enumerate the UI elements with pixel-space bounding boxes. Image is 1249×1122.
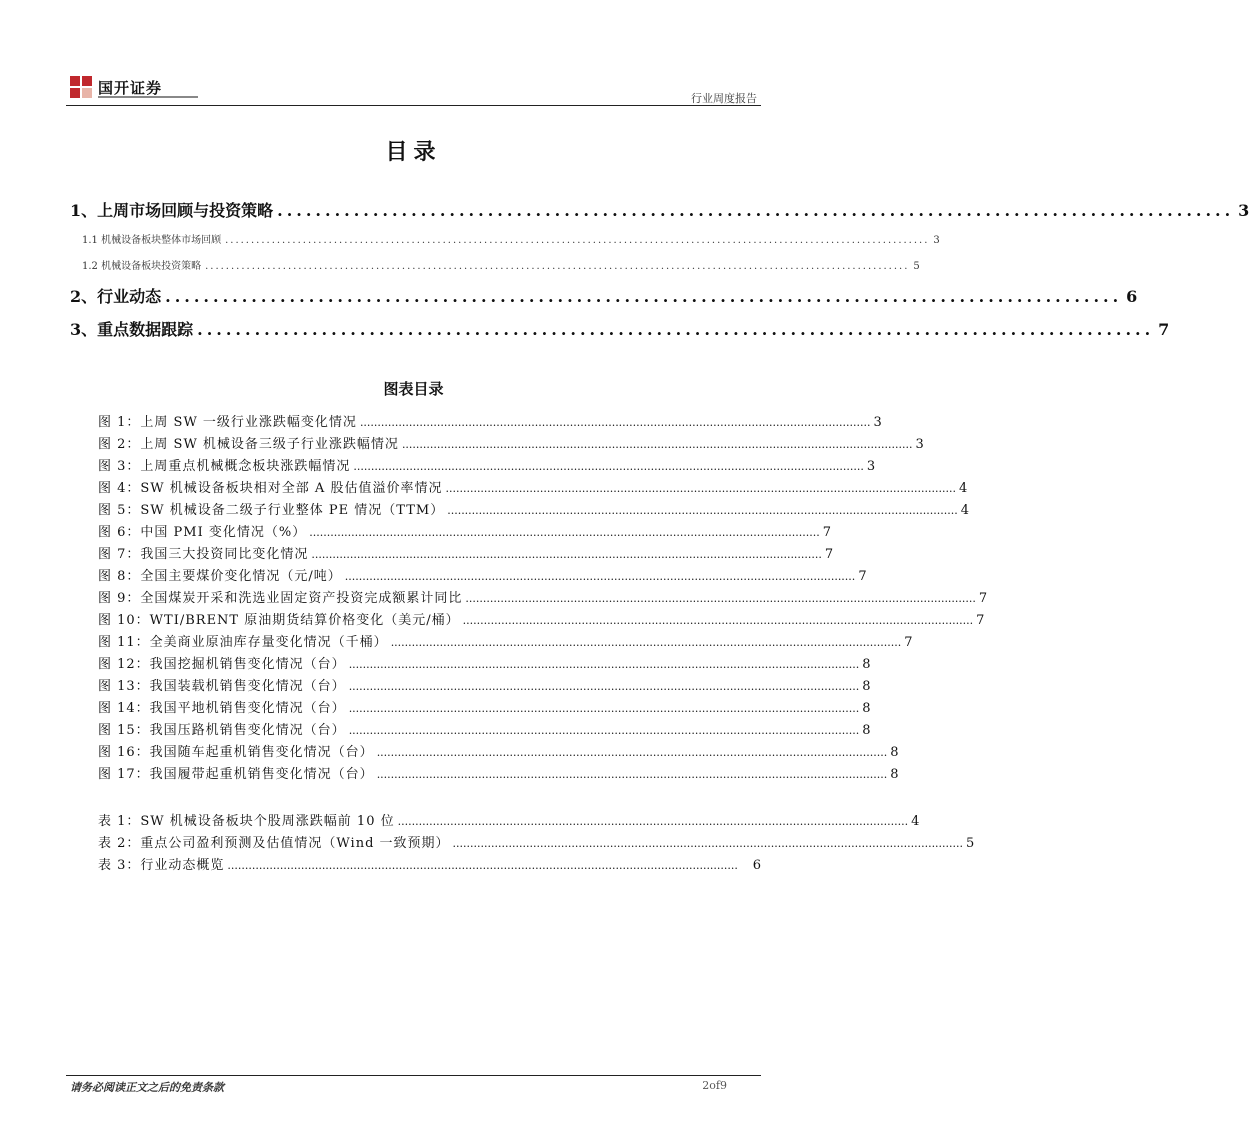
leader-dots: .................................................................................................................................................. [447, 504, 958, 517]
figure-entry-label: 图 7：我国三大投资同比变化情况 [98, 547, 309, 562]
toc-leader-dots: .................................................................................................... [277, 201, 1235, 220]
report-type: 行业周度报告 [691, 92, 757, 105]
toc-title: 目录 [385, 139, 442, 165]
figure-entry-page: 8 [862, 701, 871, 716]
leader-dots: .................................................................................................................................................. [348, 702, 860, 715]
figure-entry-label: 图 6：中国 PMI 变化情况（%） [98, 525, 307, 540]
figure-entry[interactable] [98, 433, 924, 452]
leader-dots: .................................................................................................................................................. [452, 837, 964, 850]
figure-entry-label: 图 9：全国煤炭开采和洗选业固定资产投资完成额累计同比 [98, 591, 463, 606]
figure-entry[interactable] [98, 719, 871, 738]
toc-leader-dots: .................................................................................................... [197, 320, 1155, 339]
table-entry-label: 表 2：重点公司盈利预测及估值情况（Wind 一致预期） [98, 836, 450, 851]
leader-dots: .................................................................................................................................................. [401, 438, 913, 451]
figure-entry-label: 图 2：上周 SW 机械设备三级子行业涨跌幅情况 [98, 437, 399, 452]
figure-entry-label: 图 1：上周 SW 一级行业涨跌幅变化情况 [98, 415, 357, 430]
figure-entry-page: 7 [904, 635, 913, 650]
figure-entry-page: 8 [862, 679, 871, 694]
figure-entry[interactable] [98, 653, 871, 672]
toc-entry[interactable] [70, 284, 1138, 307]
toc-entry-page: 5 [913, 261, 920, 272]
figure-entry-label: 图 12：我国挖掘机销售变化情况（台） [98, 657, 346, 672]
footer-divider [66, 1075, 761, 1076]
table-entry-label: 表 3：行业动态概览 [98, 858, 225, 873]
leader-dots: .................................................................................................................................................. [445, 482, 956, 495]
toc-leader-dots: ........................................................................................................................................ [205, 261, 910, 272]
leader-dots: .................................................................................................................................................. [397, 815, 909, 828]
toc-entry-label: 1.1 机械设备板块整体市场回顾 [82, 235, 222, 246]
brand-logo [70, 76, 162, 98]
figure-entry-label: 图 8：全国主要煤价变化情况（元/吨） [98, 569, 342, 584]
figure-entry-label: 图 3：上周重点机械概念板块涨跌幅情况 [98, 459, 351, 474]
figure-entry[interactable] [98, 565, 867, 584]
toc-entry[interactable] [70, 317, 1170, 340]
brand-logo-icon [70, 76, 92, 98]
figure-entry-label: 图 11：全美商业原油库存量变化情况（千桶） [98, 635, 388, 650]
toc-entry-page: 6 [1126, 287, 1138, 306]
table-entry-label: 表 1：SW 机械设备板块个股周涨跌幅前 10 位 [98, 814, 395, 829]
figure-entry-label: 图 16：我国随车起重机销售变化情况（台） [98, 745, 374, 760]
figure-entry-label: 图 4：SW 机械设备板块相对全部 A 股估值溢价率情况 [98, 481, 443, 496]
brand-name: 国开证券 [98, 78, 163, 97]
leader-dots: .................................................................................................................................................. [344, 570, 856, 583]
toc-entry[interactable] [70, 231, 940, 246]
page-indicator: 2of9 [702, 1079, 727, 1092]
figure-entry-label: 图 15：我国压路机销售变化情况（台） [98, 723, 346, 738]
figure-entry-page: 7 [824, 547, 834, 562]
leader-dots: .................................................................................................................................................. [376, 746, 888, 759]
footer-disclaimer: 请务必阅读正文之后的免责条款 [70, 1081, 224, 1094]
figure-entry[interactable] [98, 763, 899, 782]
leader-dots: .................................................................................................................................................. [311, 548, 822, 561]
table-entry-page: 5 [966, 836, 975, 851]
toc-entry-label: 1、上周市场回顾与投资策略 [70, 201, 274, 220]
table-entry[interactable] [98, 810, 920, 829]
figure-entry-page: 7 [858, 569, 867, 584]
figure-entry-page: 8 [890, 745, 899, 760]
figure-entry-page: 7 [822, 525, 832, 540]
toc-entry-page: 3 [1238, 201, 1249, 220]
brand-subline [98, 96, 198, 98]
figure-list-title: 图表目录 [383, 380, 444, 398]
figure-entry-page: 4 [960, 503, 969, 518]
figure-entry-page: 7 [976, 613, 985, 628]
toc-entry[interactable] [70, 198, 1249, 221]
figure-entry[interactable] [98, 455, 876, 474]
figure-entry[interactable] [98, 697, 871, 716]
figure-entry-page: 3 [866, 459, 876, 474]
toc-entry[interactable] [70, 257, 920, 272]
figure-entry-label: 图 10：WTI/BRENT 原油期货结算价格变化（美元/桶） [98, 613, 460, 628]
figure-entry-page: 8 [862, 657, 871, 672]
toc-entry-page: 7 [1158, 320, 1170, 339]
figure-entry-page: 3 [915, 437, 924, 452]
figure-entry-label: 图 13：我国装载机销售变化情况（台） [98, 679, 346, 694]
figure-entry-page: 4 [958, 481, 968, 496]
leader-dots: .................................................................................................................................................. [376, 768, 888, 781]
header-divider [66, 105, 761, 106]
leader-dots: .................................................................................................................................................. [359, 416, 871, 429]
figure-entry[interactable] [98, 411, 882, 430]
figure-entry[interactable] [98, 631, 913, 650]
table-entry-page: 6 [752, 858, 761, 873]
leader-dots: .................................................................................................................................................. [462, 614, 974, 627]
leader-dots: .................................................................................................................................................. [309, 526, 820, 539]
figure-entry-label: 图 17：我国履带起重机销售变化情况（台） [98, 767, 374, 782]
leader-dots: .................................................................................................................................................. [465, 592, 976, 605]
figure-entry[interactable] [98, 543, 834, 562]
figure-entry-label: 图 14：我国平地机销售变化情况（台） [98, 701, 346, 716]
toc-leader-dots: .................................................................................................... [165, 287, 1123, 306]
figure-entry-page: 7 [978, 591, 988, 606]
figure-entry-page: 3 [873, 415, 882, 430]
figure-entry[interactable] [98, 499, 969, 518]
leader-dots: .................................................................................................................................................. [227, 859, 738, 872]
figure-entry[interactable] [98, 477, 968, 496]
figure-entry-page: 8 [862, 723, 871, 738]
figure-entry-page: 8 [890, 767, 899, 782]
toc-entry-label: 3、重点数据跟踪 [70, 320, 194, 339]
toc-leader-dots: ........................................................................................................................................ [225, 235, 930, 246]
table-entry[interactable] [98, 832, 975, 851]
figure-entry[interactable] [98, 741, 899, 760]
table-entry[interactable] [98, 854, 761, 873]
leader-dots: .................................................................................................................................................. [348, 680, 860, 693]
leader-dots: .................................................................................................................................................. [390, 636, 902, 649]
toc-entry-page: 3 [933, 235, 940, 246]
figure-entry[interactable] [98, 675, 871, 694]
table-entry-page: 4 [911, 814, 920, 829]
figure-entry[interactable] [98, 587, 988, 606]
toc-entry-label: 1.2 机械设备板块投资策略 [82, 261, 202, 272]
toc-entry-label: 2、行业动态 [70, 287, 162, 306]
figure-entry[interactable] [98, 521, 832, 540]
leader-dots: .................................................................................................................................................. [353, 460, 864, 473]
figure-entry-label: 图 5：SW 机械设备二级子行业整体 PE 情况（TTM） [98, 503, 445, 518]
leader-dots: .................................................................................................................................................. [348, 724, 860, 737]
leader-dots: .................................................................................................................................................. [348, 658, 860, 671]
figure-entry[interactable] [98, 609, 985, 628]
